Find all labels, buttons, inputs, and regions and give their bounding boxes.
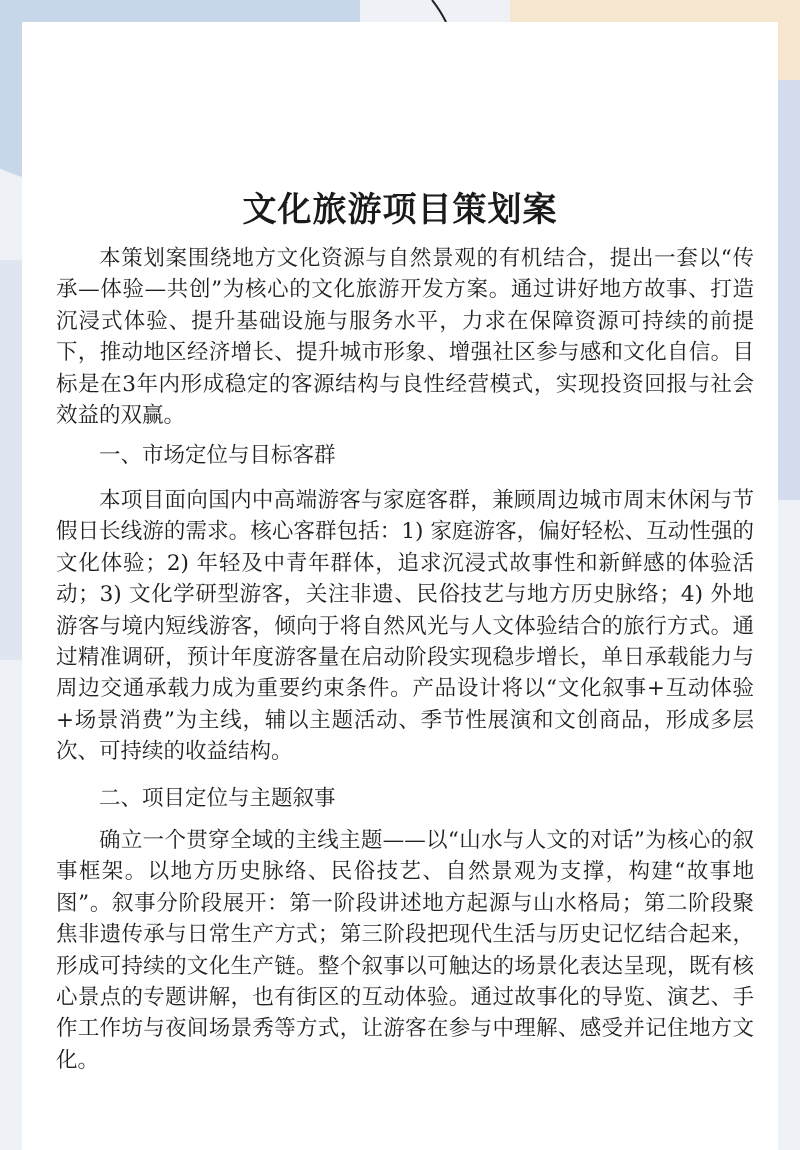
document-title: 文化旅游项目策划案 bbox=[242, 190, 558, 230]
section-heading-2: 二、项目定位与主题叙事 bbox=[99, 786, 336, 811]
intro-paragraph: 本策划案围绕地方文化资源与自然景观的有机结合，提出一套以“传承—体验—共创”为核心的文化旅游开发方案。通过讲好地方故事、打造沉浸式体验、提升基础设施与服务水平，力求在保障资源可持续的前提下，推动地区经济增长、提升城市形象、增强社区参与感和文化自信。目标是在3年内形成稳定的客源结构与良性经营模式，实现投资回报与社会效益的双赢。 bbox=[56, 246, 754, 429]
section-heading-1: 一、市场定位与目标客群 bbox=[99, 443, 336, 468]
section-body-1: 本项目面向国内中高端游客与家庭客群，兼顾周边城市周末休闲与节假日长线游的需求。核心客群包括：1) 家庭游客，偏好轻松、互动性强的文化体验；2) 年轻及中青年群体，追求沉浸式故事性和新鲜感的体验活动；3) 文化学研型游客，关注非遗、民俗技艺与地方历史脉络；4) 外地游客与境内短线游客，倾向于将自然风光与人文体验结合的旅行方式。通过精准调研，预计年度游客量在启动阶段实现稳步增长，单日承载能力与周边交通承载力成为重要约束条件。产品设计将以“文化叙事+互动体验+场景消费”为主线，辅以主题活动、季节性展演和文创商品，形成多层次、可持续的收益结构。 bbox=[56, 488, 754, 765]
section-body-2: 确立一个贯穿全域的主线主题——以“山水与人文的对话”为核心的叙事框架。以地方历史脉络、民俗技艺、自然景观为支撑，构建“故事地图”。叙事分阶段展开：第一阶段讲述地方起源与山水格局；第二阶段聚焦非遗传承与日常生产方式；第三阶段把现代生活与历史记忆结合起来，形成可持续的文化生产链。整个叙事以可触达的场景化表达呈现，既有核心景点的专题讲解，也有街区的互动体验。通过故事化的导览、演艺、手作工作坊与夜间场景秀等方式，让游客在参与中理解、感受并记住地方文化。 bbox=[56, 828, 754, 1073]
